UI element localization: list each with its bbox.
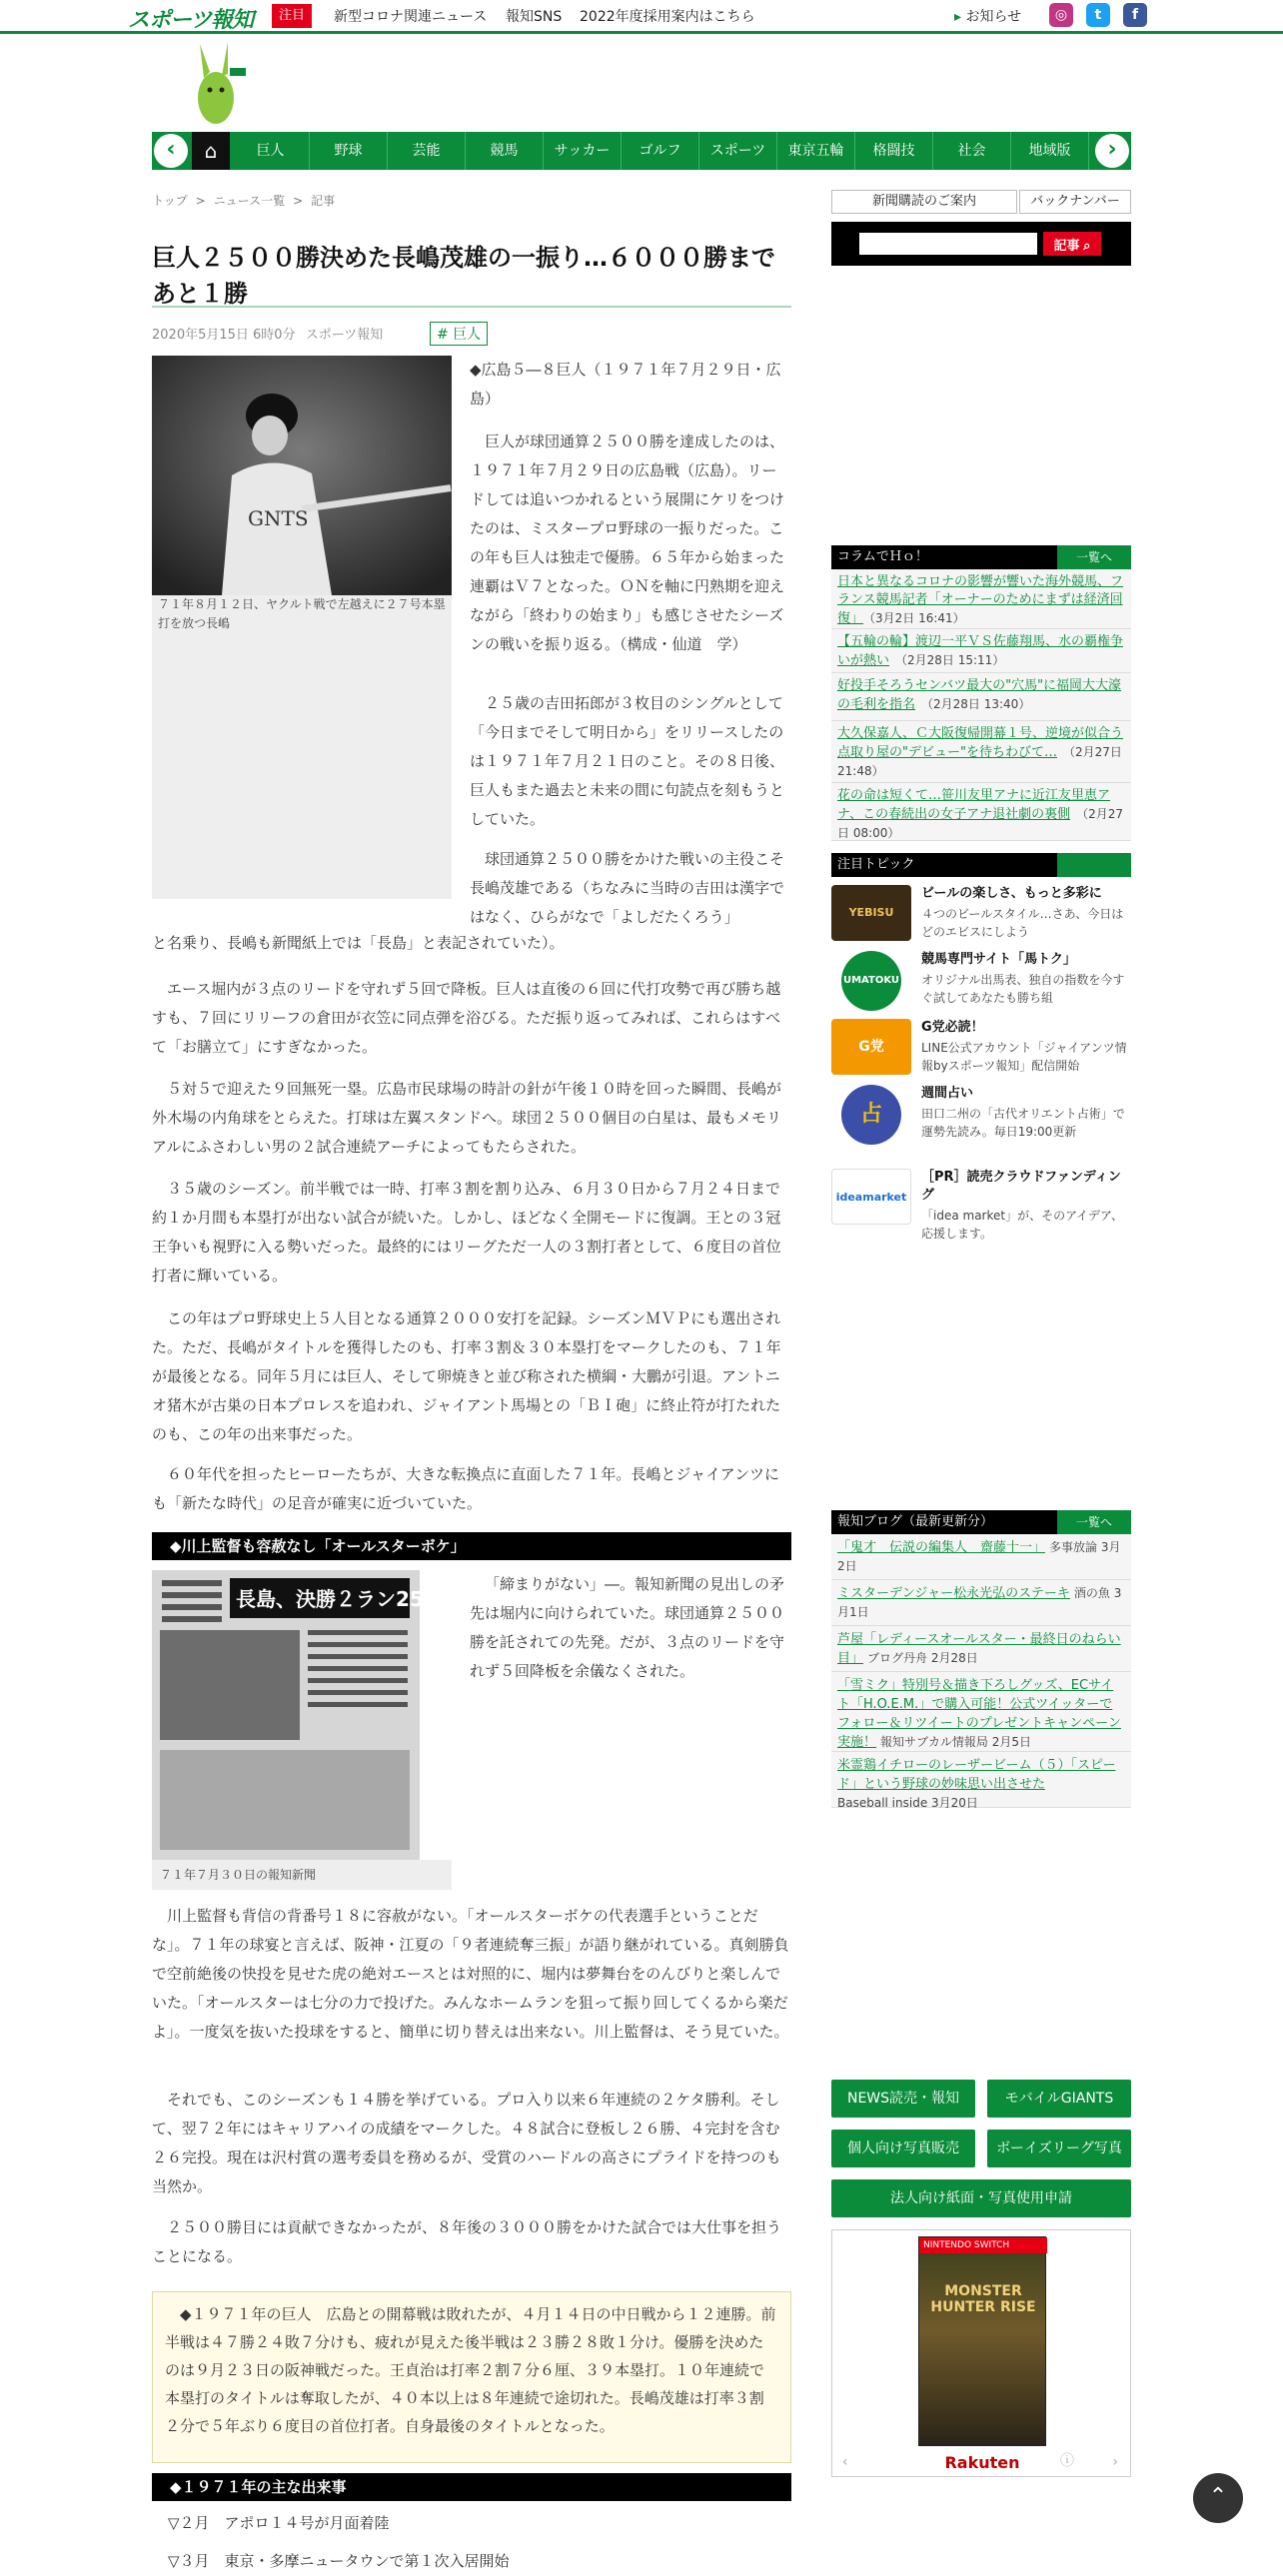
paragraph-11: それでも、このシーズンも１４勝を挙げている。プロ入り以来６年連続の２ケタ勝利。そして、翌７２年にはキャリアハイの成績をマークした。４８試合に登板し２６勝、４完封を含む２６完投。現在は沢村賞の選考委員を務めるが、受賞のハードルの高さにプライドを持つのも当然か。 — [152, 2091, 781, 2195]
topic-thumb-uranai: 占 — [841, 1085, 901, 1145]
column-item-title[interactable]: 花の命は短くて…笹川友里アナに近江友里恵アナ、この春続出の女子アナ退社劇の裏側 — [837, 788, 1111, 822]
nav-next-icon[interactable]: › — [1095, 134, 1129, 168]
topic-item[interactable] — [831, 1085, 1131, 1145]
ad-platform: NINTENDO SWITCH — [919, 2237, 1047, 2253]
search-box — [831, 222, 1131, 266]
facebook-icon[interactable]: f — [1123, 3, 1147, 27]
boys-league-button[interactable]: ボーイズリーグ写真 — [987, 2130, 1131, 2167]
nav-item-soccer[interactable]: サッカー — [544, 132, 622, 170]
blog-item[interactable] — [831, 1626, 1131, 1672]
column-item-date: （3月2日 16:41） — [869, 611, 965, 625]
article-photo-newspaper[interactable] — [152, 1570, 444, 1860]
newspaper-headline: 長島、決勝２ラン25号 — [236, 1587, 444, 1611]
blog-item[interactable] — [831, 1580, 1131, 1626]
column-item-date: （2月28日 13:40） — [921, 697, 1031, 711]
column-item-date: （2月27日 08:00） — [837, 807, 1123, 840]
topic-desc: 田口二州の「古代オリエント占術」で運勢先読み。毎日19:00更新 — [921, 1107, 1125, 1139]
search-button[interactable] — [1043, 232, 1101, 256]
site-logo[interactable]: スポーツ報知 — [128, 8, 254, 33]
topic-item[interactable] — [831, 1019, 1131, 1079]
lead-score: ◆広島５―８巨人（１９７１年７月２９日・広島） — [470, 361, 781, 408]
topic-desc: 「idea market」が、そのアイデア、応援します。 — [921, 1209, 1124, 1241]
column-item-title[interactable]: 日本と異なるコロナの影響が響いた海外競馬、フランス競馬記者「オーナーのためにまずは経済回復」 — [837, 574, 1124, 626]
back-to-top-icon[interactable]: ⌃ — [1193, 2473, 1243, 2523]
nav-item-sports[interactable]: スポーツ — [699, 132, 777, 170]
blog-item[interactable] — [831, 1534, 1131, 1580]
breadcrumb-article: 記事 — [311, 194, 336, 208]
blog-item-source: 多事放論 3月2日 — [837, 1540, 1121, 1573]
topic-desc: ４つのビールスタイル…さあ、今日はどのエビスにしよう — [921, 907, 1124, 939]
topic-title[interactable]: G党必読！ — [921, 1020, 984, 1035]
blog-item-title[interactable]: 米霊鶏イチローのレーザービーム（５）「スピード」という野球の妙味思い出させた — [837, 1758, 1116, 1792]
blog-item-title[interactable]: 「鬼才 伝説の編集人 齋藤十一」 — [837, 1540, 1046, 1555]
article-date: 2020年5月15日 6時0分 — [152, 328, 296, 343]
mobile-giants-button[interactable]: モバイルGIANTS — [987, 2080, 1131, 2118]
ad-banner[interactable] — [831, 2229, 1131, 2477]
topic-desc: オリジナル出馬表、独自の指数を今すぐ試してあなたも勝ち組 — [921, 973, 1125, 1005]
paragraph-9: 「締まりがない」―。報知新聞の見出しの矛先は堀内に向けられていた。球団通算２５００勝を託されての先発。だが、３点のリードを守れず５回降板を余儀なくされた。 — [470, 1575, 785, 1680]
topic-title[interactable]: 競馬専門サイト「馬トク」 — [921, 952, 1076, 967]
column-item-title[interactable]: 好投手そろうセンバツ最大の"穴馬"に福岡大大濠の毛利を指名 — [837, 678, 1122, 712]
column-item[interactable] — [831, 783, 1131, 841]
column-header — [831, 545, 1131, 569]
home-icon[interactable]: ⌂ — [192, 132, 230, 170]
column-item[interactable] — [831, 673, 1131, 721]
blog-header — [831, 1510, 1131, 1534]
column-item-title[interactable]: 大久保嘉人、Ｃ大阪復帰開幕１号、逆境が似合う点取り屋の"デビュー"を待ちわびて… — [837, 726, 1124, 760]
twitter-icon[interactable]: t — [1086, 3, 1110, 27]
topic-item[interactable] — [831, 885, 1131, 945]
paragraph-6: ３５歳のシーズン。前半戦では一時、打率３割を割り込み、６月３０日から７月２４日まで約１か月間も本塁打が出ない試合が続いた。しかし、ほどなく全開モードに復調。王との３冠王争いも視野に入る勢いだった。最終的にはリーグただ一人の３割打者として、６度目の首位打者に輝いている。 — [152, 1180, 781, 1285]
topic-thumb-yebisu: YEBISU — [831, 885, 911, 941]
event-mar: ▽３月 東京・多摩ニュータウンで第１次入居開始 — [168, 2552, 510, 2570]
blog-item-source: 報知サブカル情報局 2月5日 — [880, 1735, 1031, 1749]
breadcrumb: トップ > ニュース一覧 > 記事 — [152, 194, 336, 208]
paragraph-2: ２５歳の吉田拓郎が３枚目のシングルとして「今日までそして明日から」をリリースしたのは１９７１年７月２１日のこと。その８日後、巨人もまた過去と未来の間に句読点を刻もうとしていた。 — [470, 694, 785, 828]
breadcrumb-news-list[interactable]: ニュース一覧 — [213, 194, 286, 208]
topic-header-title: 注目トピック — [837, 857, 915, 872]
nav-item-olympics[interactable]: 東京五輪 — [777, 132, 855, 170]
photo1-caption-text: ７１年８月１２日、ヤクルト戦で左越えに２７号本塁打を放つ長嶋 — [158, 597, 446, 630]
nav-item-society[interactable]: 社会 — [933, 132, 1011, 170]
column-item-date: （2月28日 15:11） — [895, 653, 1005, 667]
nav-item-baseball[interactable]: 野球 — [310, 132, 388, 170]
nav-item-entertainment[interactable]: 芸能 — [388, 132, 466, 170]
nav-item-regional[interactable]: 地域版 — [1011, 132, 1089, 170]
paragraph-12: ２５００勝目には貢献できなかったが、８年後の３０００勝をかけた試合では大仕事を担うことになる。 — [152, 2218, 782, 2265]
corporate-use-button[interactable]: 法人向け紙面・写真使用申請 — [831, 2179, 1131, 2217]
toplink-corona[interactable]: 新型コロナ関連ニュース — [334, 9, 488, 25]
newspaper-illustration — [152, 1570, 444, 1860]
article-tag[interactable]: # 巨人 — [430, 322, 488, 346]
subhead-events-1971: ◆１９７１年の主な出来事 — [152, 2473, 791, 2501]
column-header-title: コラムでＨｏ！ — [837, 549, 928, 564]
photo1-caption — [152, 595, 452, 899]
topic-title[interactable]: ［PR］読売クラウドファンディング — [921, 1170, 1121, 1203]
event-feb: ▽２月 アポロ１４号が月面着陸 — [168, 2514, 390, 2532]
ad-brand: Rakuten — [944, 2453, 1020, 2472]
blog-item-source: 酒の魚 3月1日 — [837, 1586, 1122, 1619]
nav-item-giants[interactable]: 巨人 — [232, 132, 310, 170]
paragraph-3b: と名乗り、長嶋も新聞紙上では「長島」と表記されていた）。 — [152, 934, 565, 952]
paragraph-8: ６０年代を担ったヒーローたちが、大きな転換点に直面した７１年。長嶋とジャイアンツにも「新たな時代」の足音が確実に近づいていた。 — [152, 1465, 780, 1512]
photo2-caption: ７１年７月３０日の報知新聞 — [152, 1860, 452, 1890]
paragraph-4: エース堀内が３点のリードを守れず５回で降板。巨人は直後の６回に代打攻勢で再び勝ち越すも、７回にリリーフの倉田が衣笠に同点弾を浴びる。ただ振り返ってみれば、これらはすべて「お膳立て」にすぎなかった。 — [152, 980, 781, 1056]
photo-sales-button[interactable]: 個人向け写真販売 — [831, 2130, 975, 2167]
mascot-image — [188, 38, 248, 128]
search-input[interactable] — [859, 233, 1037, 255]
paragraph-3a: 球団通算２５００勝をかけた戦いの主役こそ長嶋茂雄である（ちなみに当時の吉田は漢字ではなく、ひらがなで「よしだたくろう」 — [470, 850, 785, 926]
column-item-title[interactable]: 【五輪の輪】渡辺一平ＶＳ佐藤翔馬、水の覇権争いが熱い — [837, 634, 1124, 668]
article-photo-batter[interactable] — [152, 356, 452, 595]
article-source: スポーツ報知 — [305, 328, 384, 343]
paragraph-5: ５対５で迎えた９回無死一塁。広島市民球場の時計の針が午後１０時を回った瞬間、長嶋が外木場の内角球をとらえた。打球は左翼スタンドへ。球団２５００個目の白星は、最もメモリアルにふさわしい男の２試合連続アーチによってもたらされた。 — [152, 1080, 782, 1156]
nav-item-keiba[interactable]: 競馬 — [466, 132, 544, 170]
topic-title[interactable]: ビールの楽しさ、もっと多彩に — [921, 886, 1102, 901]
subhead-kawakami: ◆川上監督も容赦なし「オールスターボケ」 — [152, 1532, 791, 1560]
search-button-label: 記事 — [1053, 237, 1080, 253]
article-meta — [152, 324, 383, 343]
blog-item-title[interactable]: ミスターデンジャー松永光弘のステーキ — [837, 1586, 1070, 1601]
topic-item[interactable] — [831, 1169, 1131, 1241]
blog-item-title[interactable]: 芦屋「レディースオールスター・最終日のねらい目」 — [837, 1632, 1121, 1666]
subscription-button[interactable]: 新聞購読のご案内 — [831, 190, 1017, 214]
paragraph-7: この年はプロ野球史上５人目となる通算２０００安打を記録。シーズンＭＶＰにも選出された。ただ、長嶋がタイトルを獲得したのも、打率３割＆３０本塁打をマークしたのも、７１年が最後となる。同年５月には巨人、そして卵焼きと並び称された横綱・大鵬が引退。アントニオ猪木が古巣の日本プロレスを追われ、ジャイアント馬場との「ＢＩ砲」に終止符が打たれたのも、この年の出来事だった。 — [152, 1309, 781, 1443]
blog-item-source: ブログ丹舟 2月28日 — [867, 1651, 978, 1665]
column-more-link[interactable]: 一覧へ — [1057, 545, 1131, 569]
ad-info-icon[interactable]: ⓘ — [1060, 2453, 1074, 2469]
column-item[interactable] — [831, 569, 1131, 629]
blog-item-title[interactable]: 「雪ミク」特別号＆描き下ろしグッズ、ECサイト「H.O.E.M.」で購入可能！公式ツイッターでフォロー＆リツイートのプレゼントキャンペーン実施！ — [837, 1678, 1121, 1750]
toplink-recruit[interactable]: 2022年度採用案内はこちら — [580, 9, 755, 25]
nav-item-golf[interactable]: ゴルフ — [622, 132, 699, 170]
svg-text:GNTS: GNTS — [248, 506, 309, 530]
top-bar — [0, 0, 1283, 34]
ad-next-icon[interactable]: › — [1112, 2454, 1118, 2470]
topic-header-accent — [1057, 853, 1131, 877]
breadcrumb-top[interactable]: トップ — [152, 194, 188, 208]
nav-item-fighting[interactable]: 格闘技 — [855, 132, 933, 170]
topic-title[interactable]: 週間占い — [921, 1086, 974, 1101]
article-title: 巨人２５００勝決めた長嶋茂雄の一振り…６０００勝まであと１勝 — [152, 244, 775, 308]
topic-desc: LINE公式アカウント「ジャイアンツ情報byスポーツ報知」配信開始 — [921, 1041, 1127, 1073]
toplink-sns[interactable]: 報知SNS — [506, 9, 563, 25]
blog-header-title: 報知ブログ（最新更新分） — [837, 1514, 994, 1529]
notice-badge: 注目 — [272, 4, 312, 28]
topic-header — [831, 853, 1131, 877]
topic-thumb-line: G党 — [831, 1019, 911, 1075]
ad-prev-icon[interactable]: ‹ — [842, 2454, 848, 2470]
giants-1971-box: ◆１９７１年の巨人 広島との開幕戦は敗れたが、４月１４日の中日戦から１２連勝。前半戦は４７勝２４敗７分けも、疲れが見えた後半戦は２３勝２８敗１分け。優勝を決めたのは９月２３日の阪神戦だった。王貞治は打率２割７分６厘、３９本塁打。１０年連続で本塁打のタイトルは奪取したが、４０本以上は８年連続で途切れた。長嶋茂雄は打率３割２分で５年ぶり６度目の首位打者。自身最後のタイトルとなった。 — [152, 2291, 791, 2463]
ad-game-title: MONSTER HUNTER RISE — [930, 2283, 1036, 2315]
blog-more-link[interactable]: 一覧へ — [1057, 1510, 1131, 1534]
ad-game-box[interactable] — [918, 2236, 1046, 2446]
blog-item[interactable] — [831, 1672, 1131, 1752]
paragraph-1: 巨人が球団通算２５００勝を達成したのは、１９７１年７月２９日の広島戦（広島）。リードしては追いつかれるという展開にケリをつけたのは、ミスタープロ野球の一振りだった。この年も巨人は独走で優勝。６５年から始まった連覇はＶ７となった。ＯＮを軸に円熟期を迎えながら「終わりの始まり」も感じさせたシーズンの戦いを振り返る。（構成・仙道 学） — [470, 432, 785, 653]
column-item-date: （2月27日 21:48） — [837, 745, 1122, 778]
global-nav — [152, 132, 1131, 170]
topic-item[interactable] — [831, 951, 1131, 1011]
column-item[interactable] — [831, 629, 1131, 673]
blog-item[interactable] — [831, 1752, 1131, 1808]
search-icon: ⌕ — [1083, 237, 1091, 253]
instagram-icon[interactable]: ◎ — [1049, 3, 1073, 27]
blog-item-source: Baseball inside 3月20日 — [837, 1796, 978, 1810]
backnumber-button[interactable]: バックナンバー — [1019, 190, 1131, 214]
topic-thumb-umatoku: UMATOKU — [841, 951, 901, 1011]
title-divider — [152, 306, 791, 308]
nav-prev-icon[interactable]: ‹ — [154, 134, 188, 168]
column-item[interactable] — [831, 721, 1131, 783]
oshirase-link[interactable]: ▸ お知らせ — [954, 6, 1021, 26]
news-yomiuri-button[interactable]: NEWS読売・報知 — [831, 2080, 975, 2118]
batter-photo-illustration — [152, 356, 452, 595]
paragraph-10: 川上監督も背信の背番号１８に容赦がない。「オールスターボケの代表選手ということだな」。７１年の球宴と言えば、阪神・江夏の「９者連続奪三振」が語り継がれている。真剣勝負で空前絶後の快投を見せた虎の絶対エースとは対照的に、堀内は夢舞台をのんびりと楽しんでいた。「オールスターは七分の力で投げた。みんなホームランを狙って振り回してくるから楽だよ」。一度気を抜いた投球をすると、簡単に切り替えは出来ない。川上監督は、そう見ていた。 — [152, 1907, 789, 2041]
topic-thumb-ideamarket: ideamarket — [831, 1169, 911, 1225]
